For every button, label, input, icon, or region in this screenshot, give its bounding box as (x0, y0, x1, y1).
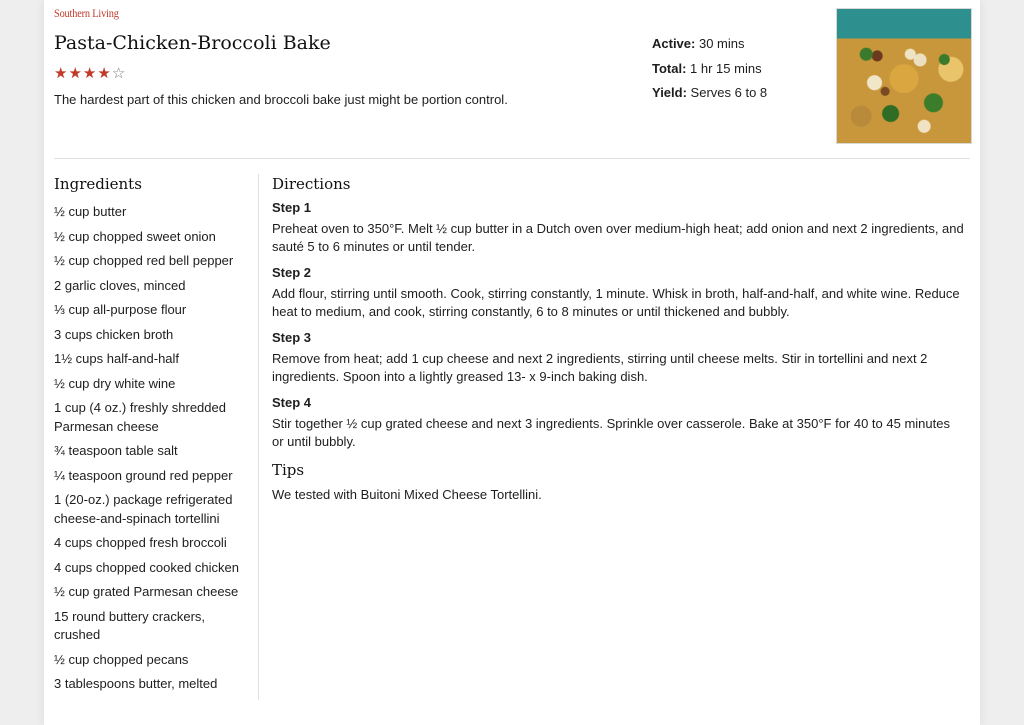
ingredient-item: 4 cups chopped cooked chicken (54, 559, 240, 575)
meta-active (652, 36, 767, 61)
meta-active-label: Active: (652, 36, 696, 51)
ingredient-item: 15 round buttery crackers, crushed (54, 608, 206, 642)
ingredients-heading: Ingredients (54, 175, 142, 193)
recipe-meta (652, 36, 767, 110)
ingredients-list (54, 203, 250, 700)
meta-yield (652, 85, 767, 110)
step-text: Add flour, stirring until smooth. Cook, stirring constantly, 1 minute. Whisk in broth, half-and-half, and white wine. Reduce heat to medium, and cook, stirring constantly, 6 to 8 minutes or until thickened and bubbly. (272, 286, 960, 319)
ingredient-item: ½ cup chopped sweet onion (54, 228, 216, 244)
ingredient-item: ½ cup dry white wine (54, 375, 176, 391)
ingredient-item: 4 cups chopped fresh broccoli (54, 535, 227, 550)
meta-total-value: 1 hr 15 mins (690, 60, 762, 76)
star-rating (54, 64, 126, 82)
directions-body (272, 199, 964, 504)
ingredient-item: ½ cup butter (54, 204, 127, 219)
tips-heading: Tips (272, 461, 305, 479)
star-filled-icon: ★ (68, 65, 83, 82)
ingredient-item: ⅓ cup all-purpose flour (54, 302, 187, 317)
star-filled-icon: ★ (82, 65, 98, 82)
ingredient-item: 1 cup (4 oz.) freshly shredded Parmesan cheese (54, 400, 226, 434)
header-divider (54, 158, 970, 159)
ingredient-item: ½ cup chopped red bell pepper (54, 253, 234, 268)
directions-heading: Directions (272, 175, 351, 193)
meta-yield-label: Yield: (652, 85, 687, 100)
directions-steps (272, 199, 964, 450)
star-empty-icon: ☆ (111, 65, 127, 82)
step-label: Step 3 (272, 330, 312, 345)
ingredient-item: 1 (20-oz.) package refrigerated cheese-and-spinach tortellini (54, 492, 233, 526)
step-label: Step 1 (272, 200, 312, 215)
star-filled-icon: ★ (97, 65, 112, 82)
recipe-photo[interactable] (836, 8, 972, 144)
meta-active-value: 30 mins (698, 36, 745, 51)
step-label: Step 2 (272, 265, 312, 280)
meta-yield-value: Serves 6 to 8 (690, 85, 768, 100)
brand-logo[interactable]: Southern Living (54, 6, 119, 20)
meta-total-label: Total: (652, 60, 687, 76)
ingredient-item: 2 garlic cloves, minced (54, 277, 186, 293)
step-label: Step 4 (272, 395, 312, 410)
ingredient-item: 3 cups chicken broth (54, 326, 174, 342)
column-divider (258, 174, 259, 700)
step-text: Remove from heat; add 1 cup cheese and next 2 ingredients, stirring until cheese melts. Stir in tortellini and next 2 ingredients. Spoon into a lightly greased 13- x 9-inch baking dish. (272, 351, 928, 384)
ingredient-item: ¼ teaspoon ground red pepper (54, 467, 233, 483)
ingredient-item: 1½ cups half-and-half (54, 351, 180, 366)
ingredient-item: ¾ teaspoon table salt (54, 443, 178, 458)
recipe-description: The hardest part of this chicken and broccoli bake just might be portion control. (54, 92, 508, 107)
ingredient-item: ½ cup chopped pecans (54, 651, 189, 667)
ingredient-item: ½ cup grated Parmesan cheese (54, 584, 239, 599)
tips-text: We tested with Buitoni Mixed Cheese Tortellini. (272, 487, 542, 502)
recipe-card (44, 0, 980, 725)
star-filled-icon: ★ (54, 65, 69, 82)
step-text: Stir together ½ cup grated cheese and next 3 ingredients. Sprinkle over casserole. Bake at 350°F for 40 to 45 minutes or until bubbly. (272, 416, 950, 449)
meta-total (652, 61, 767, 86)
recipe-title: Pasta-Chicken-Broccoli Bake (54, 32, 331, 54)
ingredient-item: 3 tablespoons butter, melted (54, 676, 218, 691)
step-text: Preheat oven to 350°F. Melt ½ cup butter in a Dutch oven over medium-high heat; add onion and next 2 ingredients, and sauté 5 to 6 minutes or until tender. (272, 221, 964, 254)
